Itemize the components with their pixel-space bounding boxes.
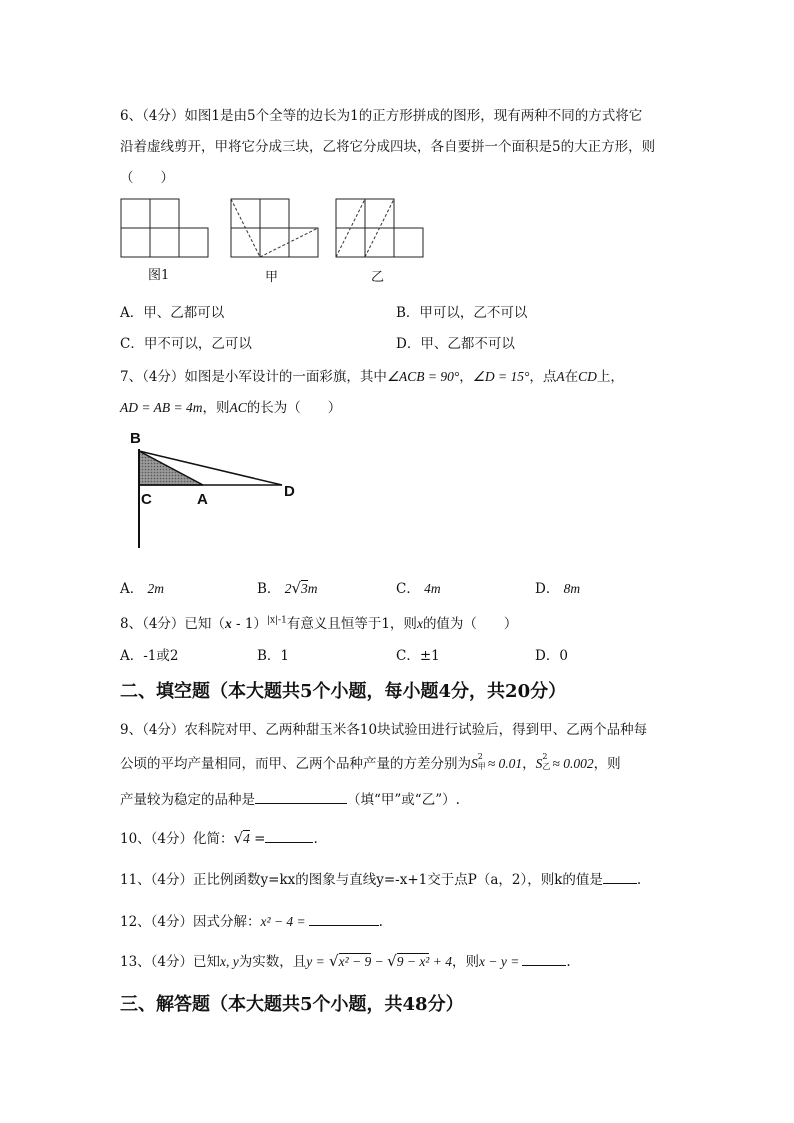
q7-text: 在	[564, 369, 579, 385]
q7-option-c	[396, 577, 441, 597]
sqrt-sign: √	[291, 579, 302, 597]
variance-yi: S	[535, 756, 543, 771]
q7-option-a	[120, 577, 164, 597]
shaded-triangle	[139, 451, 203, 485]
q12-text: 12、（4分）因式分解：	[120, 914, 261, 930]
option-value: 4m	[424, 581, 441, 596]
q9-line2	[120, 752, 621, 772]
q9-text: 产量较为稳定的品种是	[120, 792, 255, 808]
flag-figure	[0, 0, 794, 560]
q10-radicand: 4	[243, 831, 250, 846]
q9-text: （填“甲”或“乙”）.	[347, 792, 460, 808]
q12-line	[120, 910, 383, 930]
q6-option-b: B．甲可以，乙不可以	[396, 305, 528, 321]
label-b: B	[130, 430, 141, 447]
q10-text: =	[249, 831, 266, 847]
q9-line1: 9、（4分）农科院对甲、乙两种甜玉米各10块试验田进行试验后，得到甲、乙两个品种每	[120, 722, 648, 738]
q13-radicand-1: x² − 9	[338, 954, 372, 969]
label-a: A	[197, 491, 208, 508]
variance-jia-scripts	[477, 752, 488, 771]
option-value: 8m	[563, 581, 581, 596]
option-letter: B．	[257, 581, 281, 597]
sub: 甲	[477, 762, 486, 771]
q7-angle-acb: ∠ACB = 90°	[386, 369, 460, 384]
q8-text: 有意义且恒等于1，则	[286, 616, 417, 632]
q12-text: .	[378, 914, 383, 930]
q13-text: ，则	[451, 954, 479, 970]
q9-line3	[120, 788, 460, 808]
q7-text: 7、（4分）如图是小军设计的一面彩旗，其中	[120, 369, 387, 385]
q8-x: x	[224, 616, 232, 631]
sqrt-sign: √	[329, 952, 339, 970]
answer-blank[interactable]	[309, 911, 379, 926]
sqrt-sign: √	[387, 952, 397, 970]
q7-segment-cd: CD	[578, 369, 597, 384]
option-letter: C．	[396, 581, 420, 597]
q8-line	[120, 612, 517, 632]
fig-label-jia: 甲	[265, 270, 279, 285]
q10-text: 10、（4分）化简：	[120, 831, 234, 847]
option-unit: m	[307, 581, 318, 596]
option-coef: 2	[284, 581, 292, 596]
q13-text: 13、（4分）已知	[120, 954, 221, 970]
q7-ac: AC	[229, 400, 247, 415]
q9-text: 公顷的平均产量相同，而甲、乙两个品种产量的方差分别为	[120, 756, 471, 772]
sup: 2	[542, 752, 548, 761]
q13-plus4: + 4	[429, 954, 452, 969]
q7-text: 的长为（ ）	[246, 400, 342, 416]
q11-line	[120, 868, 641, 888]
answer-blank[interactable]	[265, 828, 313, 843]
q8-exponent: |x|-1	[266, 615, 287, 626]
q6-option-c: C．甲不可以，乙可以	[120, 336, 252, 352]
q8-option-d: D．0	[535, 648, 568, 664]
q6-paren: （ ）	[120, 170, 174, 186]
fig-label-yi: 乙	[371, 270, 385, 285]
variance-yi-scripts	[542, 752, 552, 771]
q13-y: y =	[306, 954, 325, 969]
q7-angle-d: ∠D = 15°	[472, 369, 530, 384]
q7-option-b	[257, 577, 318, 597]
sub: 乙	[542, 762, 551, 771]
variance-yi-value: ≈ 0.002	[552, 756, 594, 771]
q6-option-d: D．甲、乙都不可以	[396, 336, 515, 352]
q13-text: 为实数，且	[238, 954, 307, 970]
q7-equation: AD = AB = 4m	[120, 400, 203, 415]
q7-text: 上，	[596, 369, 624, 385]
section-2-heading: 二、填空题（本大题共5个小题，每小题4分，共20分）	[120, 681, 567, 702]
q13-x-minus-y: x − y =	[478, 954, 520, 969]
q8-text: - 1）	[231, 616, 267, 632]
sup: 2	[477, 752, 483, 761]
answer-blank[interactable]	[522, 951, 566, 966]
q8-text: 8、（4分）已知（	[120, 616, 225, 632]
option-letter: D．	[535, 581, 560, 597]
q11-text: 11、（4分）正比例函数y=kx的图象与直线y=-x+1交于点P（a，2），则k的值是	[120, 872, 603, 888]
q6-line2: 沿着虚线剪开，甲将它分成三块，乙将它分成四块，各自要拼一个面积是5的大正方形，则	[120, 139, 656, 155]
fig-label-1: 图1	[148, 268, 170, 283]
q9-text: ，	[522, 756, 536, 772]
q10-text: .	[313, 831, 318, 847]
label-c: C	[141, 491, 152, 508]
sqrt-sign: √	[233, 829, 244, 847]
q13-minus: −	[371, 954, 388, 969]
q8-option-a: A．-1或2	[120, 648, 179, 664]
q7-text: ，则	[202, 400, 230, 416]
q8-x: x	[416, 616, 423, 631]
q11-text: .	[636, 872, 642, 888]
q6-line1: 6、（4分）如图1是由5个全等的边长为1的正方形拼成的图形，现有两种不同的方式将它	[120, 108, 643, 124]
q7-point-a: A	[556, 369, 565, 384]
answer-blank[interactable]	[255, 789, 347, 804]
label-d: D	[284, 483, 295, 500]
q7-text: ，点	[529, 369, 557, 385]
q13-text: .	[566, 954, 571, 970]
q12-expression: x² − 4 =	[260, 914, 306, 929]
q7-sep: ，	[459, 369, 473, 385]
variance-jia-value: ≈ 0.01	[487, 756, 523, 771]
q8-text: 的值为（ ）	[422, 616, 518, 632]
q10-line	[120, 827, 318, 847]
option-value: 2m	[147, 581, 165, 596]
section-3-heading: 三、解答题（本大题共5个小题，共48分）	[120, 994, 464, 1015]
q13-vars: x, y	[220, 954, 239, 969]
option-letter: A．	[120, 581, 144, 597]
variance-jia: S	[471, 756, 478, 771]
q8-option-b: B．1	[257, 648, 290, 664]
q13-radicand-2: 9 − x²	[396, 954, 430, 969]
q13-line	[120, 950, 571, 970]
q9-text: ，则	[593, 756, 621, 772]
option-radicand: 3	[301, 581, 308, 596]
q6-option-a: A．甲、乙都可以	[120, 305, 225, 321]
answer-blank[interactable]	[603, 869, 637, 884]
q8-option-c: C．±1	[396, 648, 440, 664]
q7-option-d	[535, 577, 580, 597]
